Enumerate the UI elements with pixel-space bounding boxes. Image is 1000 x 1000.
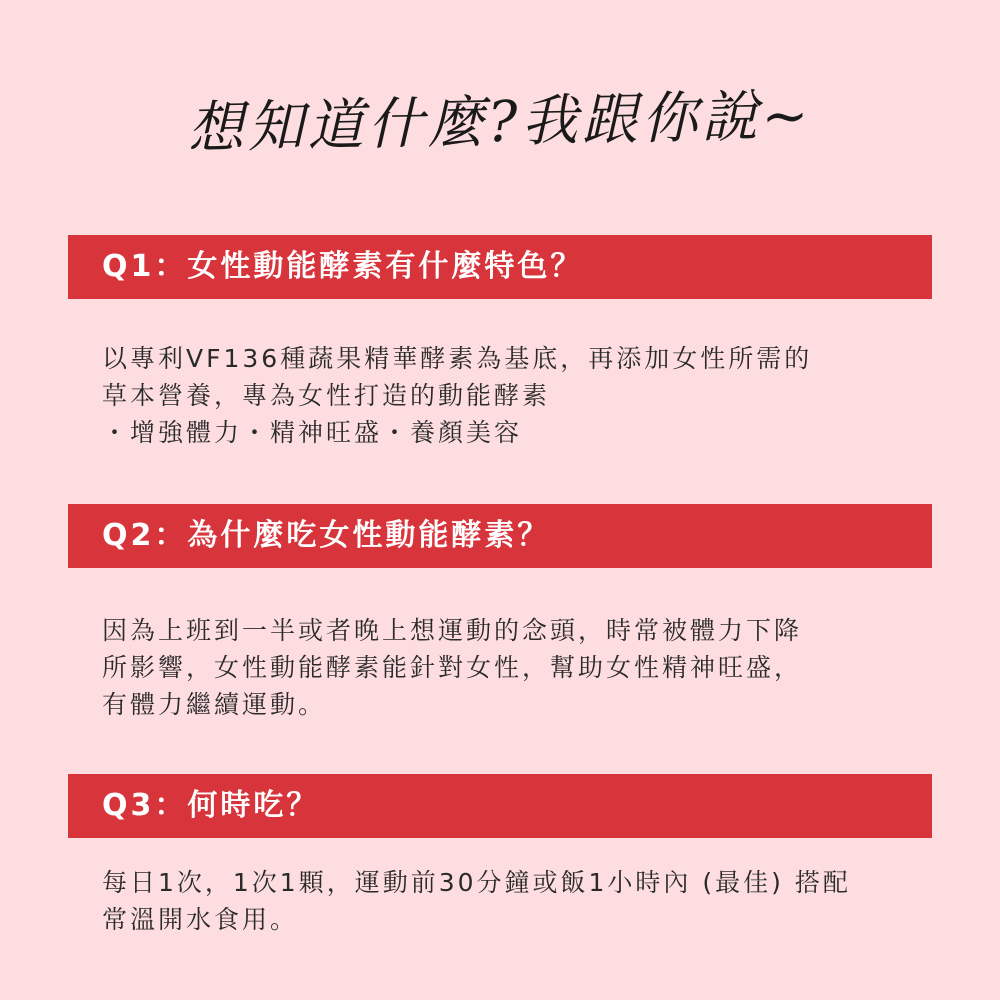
answer-2-line-2: 所影響，女性動能酵素能針對女性，幫助女性精神旺盛， xyxy=(102,653,803,682)
answer-2-line-3: 有體力繼續運動。 xyxy=(102,690,327,719)
answer-3-line-1: 每日1次，1次1顆，運動前30分鐘或飯1小時內 (最佳) 搭配 xyxy=(102,868,851,897)
question-bar-2: Q2：為什麼吃女性動能酵素？ xyxy=(68,504,932,568)
answer-2-line-1: 因為上班到一半或者晚上想運動的念頭，時常被體力下降 xyxy=(102,616,803,645)
page-title: 想知道什麼?我跟你說~ xyxy=(186,83,814,162)
answer-1-line-1: 以專利VF136種蔬果精華酵素為基底，再添加女性所需的 xyxy=(102,344,813,373)
question-bar-1: Q1：女性動能酵素有什麼特色？ xyxy=(68,235,932,299)
answer-1 xyxy=(102,340,932,451)
answer-2 xyxy=(102,612,932,723)
answer-1-line-3: ・增強體力・精神旺盛・養顏美容 xyxy=(102,418,523,447)
answer-3-line-2: 常溫開水食用。 xyxy=(102,905,299,934)
answer-3 xyxy=(102,864,932,938)
question-bar-3: Q3：何時吃？ xyxy=(68,774,932,838)
answer-1-line-2: 草本營養，專為女性打造的動能酵素 xyxy=(102,381,551,410)
